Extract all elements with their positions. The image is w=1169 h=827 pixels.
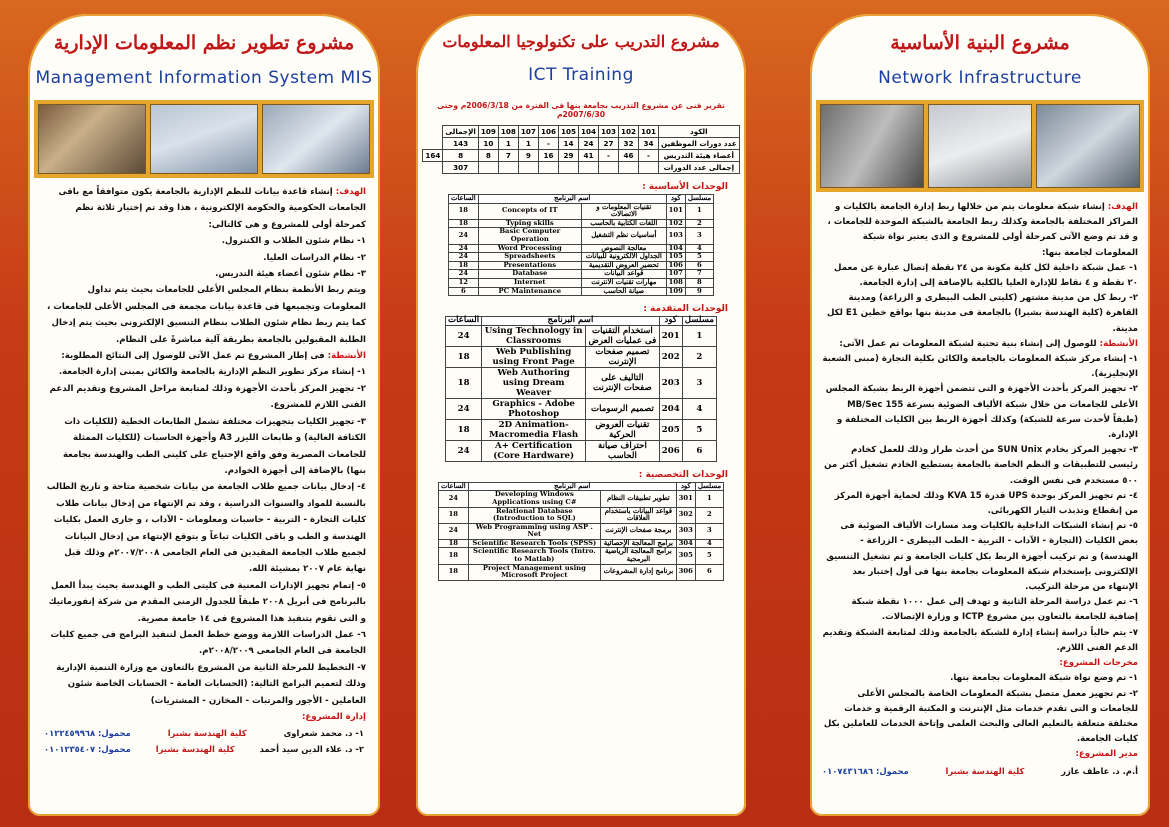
network-activity-2: ٢- تجهيز المركز بأحدث الأجهزة و التى تتضمن أجهزة الربط بشبكة المجلس الأعلى للجامعات من خلال شبكة الألياف الضوئية بسرعة 155 MB/Sec (طبقاً لأحدث سرعة للشبكة) وكذلك أجهزة الربط بين الكليات المختلفة و الإدارة. [825, 384, 1138, 441]
course-serial: 2 [682, 346, 716, 367]
network-panel [810, 14, 1150, 816]
course-row [449, 219, 714, 228]
course-name-ar: برنامج إدارة المشروعات [601, 564, 677, 580]
network-title-en: Network Infrastructure [878, 68, 1082, 88]
course-code: 205 [659, 419, 682, 440]
course-name-ar: تحضير العروض التقديمية [581, 261, 666, 270]
course-code: 104 [666, 244, 685, 253]
stats-cell [619, 162, 639, 174]
course-row [446, 346, 717, 367]
mis-activities-intro: فى إطار المشروع تم عمل الآتى للوصول إلى النتائج المطلوبة: [61, 351, 325, 362]
special-units-heading: الوحدات التخصصية : [638, 469, 728, 480]
basic-units-heading: الوحدات الأساسية : [642, 182, 728, 192]
course-serial: 1 [685, 203, 713, 219]
course-hours: 18 [439, 539, 469, 548]
course-hours: 24 [439, 491, 469, 507]
contact-phone: محمول: ٠١٠٧٤٣١٦٨٦ [822, 765, 909, 776]
course-serial: 4 [682, 398, 716, 419]
mis-activity-2: ٢- تجهيز المركز بأحدث الأجهزة وذلك لمتابعة مراحل المشروع وتقديم الدعم الفنى اللازم للمشروع. [49, 383, 366, 411]
course-name-en: Database [478, 270, 581, 279]
course-name-en: Presentations [478, 261, 581, 270]
photo-network-equipment [928, 104, 1032, 188]
mis-activity-6: ٦- عمل الدراسات اللازمة ووضع خطط العمل لتنفيذ البرامج فى جميع كليات الجامعة فى العام الجامعى ٢٠٠٨/٢٠٠٩م. [50, 629, 366, 657]
mis-goal-label: الهدف: [335, 187, 366, 197]
stats-cell: 29 [558, 150, 578, 162]
course-code: 105 [666, 253, 685, 262]
stats-header-cell: 108 [498, 126, 518, 138]
course-serial: 6 [682, 440, 716, 461]
course-code: 204 [659, 398, 682, 419]
course-name-ar: احتراف صيانة الحاسب [586, 440, 660, 461]
network-output-1: ١- تم وضع نواة شبكة المعلومات بجامعة بنها. [950, 673, 1138, 684]
course-name-en: Typing skills [478, 219, 581, 228]
stats-header-cell: الكود [659, 126, 740, 138]
mis-contact-1 [28, 725, 380, 741]
network-body [810, 192, 1150, 763]
ict-report-caption: تقرير فنى عن مشروع التدريب بجامعة بنها فى الفترة من 2006/3/18م وحتى 2007/6/30م [437, 101, 725, 119]
stats-cell: 14 [558, 138, 578, 150]
course-row [449, 253, 714, 262]
contact-name: ١- د. محمد شعراوى [283, 728, 364, 739]
course-name-en: Scientific Research Tools (SPSS) [468, 539, 600, 548]
course-hours: 18 [439, 507, 469, 523]
course-row [449, 278, 714, 287]
course-name-ar: تقنيات العروض الحركية [586, 419, 660, 440]
stats-cell: 8 [443, 150, 478, 162]
course-name-en: Web Publishing using Front Page [482, 346, 586, 367]
stats-row [423, 138, 739, 150]
course-hours: 18 [449, 261, 479, 270]
stats-cell: 1 [518, 138, 538, 150]
stats-header-cell: 104 [578, 126, 598, 138]
stats-cell [498, 162, 518, 174]
course-header-row [449, 195, 714, 204]
basic-units-table [448, 194, 714, 296]
mis-activity-4: ٤- إدخال بيانات جميع طلاب الجامعة من بيانات شخصية متاحة و تاريخ الطالب بالنسبة للمواد والسنوات الدراسية ، وقد تم الإنتهاء من إدخال بيانات طلاب كليات التجارة - التربية - حاسبات ومعلومات - الآداب ، و جارى العمل بكليات الهندسة و الطب و باقى الكليات تباعاً و يتوقع الإنتهاء من إدخال البيانات لجميع طلاب الجامعة المقيدين فى العام الجامعى ٢٠٠٧/٢٠٠٨م وذلك قبل نهاية عام ٢٠٠٧ بمشيئة الله. [46, 482, 366, 575]
course-name-ar: برامج المعالجة الرياضية البرمجية [601, 548, 677, 564]
course-name-en: Relational Database (Introduction to SQL) [468, 507, 600, 523]
network-activity-6: ٦- تم عمل دراسة المرحلة الثانية و تهدف إلى عمل ١٠٠٠ نقطة شبكة إضافية للجامعة بالتعاون بين مشروع ICTP و وزارة الإتصالات. [851, 597, 1138, 623]
contact-phone: محمول: ٠١٢٢٤٥٩٩٦٨ [44, 728, 131, 739]
photo-computer-room [150, 104, 258, 174]
mis-activity-3: ٣- تجهيز الكليات بتجهيزات مختلفة تشمل الطابعات الخطية (للكليات ذات الكثافة العالية) و طابعات الليزر A3 وأجهزة الحاسبات (للكليات الممثلة للجامعات المصرية وفق واقع الإحتياج على كليتى الطب والهندسة بجامعة بنها) بالإضافة إلى أجهزة الخوادم. [62, 416, 366, 476]
course-serial: 5 [695, 548, 723, 564]
course-hours: 24 [449, 253, 479, 262]
course-hours: 24 [446, 325, 482, 346]
stats-cell: - [639, 150, 659, 162]
course-name-ar: صيانة الحاسب [581, 287, 666, 296]
mis-system-1: ١- نظام شئون الطلاب و الكنترول. [221, 236, 366, 247]
stats-header-cell: 103 [598, 126, 618, 138]
stats-header-cell: 101 [639, 126, 659, 138]
network-goal-label: الهدف: [1107, 202, 1138, 212]
photo-workstation [262, 104, 370, 174]
mis-activity-1: ١- إنشاء مركز تطوير النظم الإدارية بالجامعة والكائن بمبنى إدارة الجامعة. [58, 367, 366, 378]
course-serial: 3 [685, 228, 713, 244]
course-code: 306 [676, 564, 695, 580]
stats-header-row [423, 126, 739, 138]
course-code: 108 [666, 278, 685, 287]
course-name-ar: أساسيات نظم التشغيل [581, 228, 666, 244]
course-code: 203 [659, 367, 682, 398]
stats-header-cell: 105 [558, 126, 578, 138]
stats-cell: 34 [639, 138, 659, 150]
stats-cell [639, 162, 659, 174]
course-hours: 24 [449, 244, 479, 253]
course-header-cell: مسلسل [685, 195, 713, 204]
course-name-ar: تطوير تطبيقات النظام [601, 491, 677, 507]
course-name-en: Internet [478, 278, 581, 287]
course-serial: 9 [685, 287, 713, 296]
course-name-ar: برمجة صفحات الإنترنت [601, 523, 677, 539]
course-name-ar: التاليف على صفحات الإنترنت [586, 367, 660, 398]
stats-cell [478, 162, 498, 174]
course-name-en: Using Technology in Classrooms [482, 325, 586, 346]
course-hours: 12 [449, 278, 479, 287]
course-header-cell: كود [666, 195, 685, 204]
stats-cell [598, 162, 618, 174]
special-units-table [438, 482, 724, 581]
course-header-cell: الساعات [449, 195, 479, 204]
stats-header-cell: 102 [619, 126, 639, 138]
course-hours: 24 [439, 523, 469, 539]
course-code: 109 [666, 287, 685, 296]
course-code: 107 [666, 270, 685, 279]
course-name-ar: تقنيات المعلومات و الاتصالات [581, 203, 666, 219]
course-name-ar: اللغات الكتابية بالحاسب [581, 219, 666, 228]
stats-row-label: إجمالى عدد الدورات [659, 162, 740, 174]
course-row [446, 367, 717, 398]
course-hours: 24 [449, 270, 479, 279]
course-row [439, 548, 724, 564]
course-code: 302 [676, 507, 695, 523]
ict-title-ar: مشروع التدريب على تكنولوجيا المعلومات [442, 32, 720, 51]
course-code: 206 [659, 440, 682, 461]
course-hours: 24 [446, 398, 482, 419]
stats-cell: 16 [538, 150, 558, 162]
course-code: 201 [659, 325, 682, 346]
course-serial: 5 [682, 419, 716, 440]
network-output-2: ٢- تم تجهيز معمل متصل بشبكة المعلومات الخاصة بالمجلس الأعلى للجامعات و التى تقدم خدمات مثل الإنترنت و المكتبة الرقمية و خدمات مختلفة متعلقة بالتعليم العالى والبحث العلمى وإتاحة الخدمات للعاملين بكل كليات الجامعة. [823, 688, 1138, 745]
network-photos [816, 100, 1144, 192]
stats-row [423, 162, 739, 174]
course-name-en: Basic Computer Operation [478, 228, 581, 244]
mis-title-ar: مشروع تطوير نظم المعلومات الإدارية [53, 32, 355, 54]
stats-header-cell: الإجمالى [443, 126, 478, 138]
course-header-cell: مسلسل [695, 482, 723, 491]
course-header-cell: اسم البرنامج [478, 195, 666, 204]
course-header-cell: اسم البرنامج [482, 317, 660, 326]
course-row [439, 507, 724, 523]
course-name-en: Graphics - Adobe Photoshop [482, 398, 586, 419]
course-serial: 5 [685, 253, 713, 262]
course-row [439, 491, 724, 507]
network-manager-label: مدير المشروع: [1075, 749, 1138, 760]
course-name-ar: تصميم الرسومات [586, 398, 660, 419]
course-code: 101 [666, 203, 685, 219]
network-outputs-label: مخرجات المشروع: [1059, 658, 1138, 669]
course-hours: 18 [446, 367, 482, 398]
course-code: 304 [676, 539, 695, 548]
stats-cell: 46 [619, 150, 639, 162]
stats-cell: 10 [478, 138, 498, 150]
course-header-cell: كود [676, 482, 695, 491]
mis-body [28, 178, 380, 725]
contact-name: أ.م. د. عاطف عازر [1061, 765, 1138, 776]
stats-cell: 27 [598, 138, 618, 150]
course-serial: 6 [695, 564, 723, 580]
course-hours: 18 [449, 203, 479, 219]
course-code: 103 [666, 228, 685, 244]
stats-header-cell: 107 [518, 126, 538, 138]
mis-system-3: ٣- نظام شئون أعضاء هيئة التدريس. [215, 269, 366, 280]
course-name-en: Spreadsheets [478, 253, 581, 262]
course-row [449, 228, 714, 244]
network-activities-label: الأنشطة: [1099, 338, 1138, 349]
course-hours: 18 [449, 219, 479, 228]
course-name-en: Scientific Research Tools (Intro. to Matlab) [468, 548, 600, 564]
network-goal-1: ١- عمل شبكة داخلية لكل كلية مكونة من ٢٤ نقطة إتصال عبارة عن معمل ٢٠ نقطة و ٤ نقاط للإدارة العليا بالكلية بالإضافة إلى إدارة الجامعة. [834, 262, 1138, 289]
course-row [439, 564, 724, 580]
network-activity-1: ١- إنشاء مركز شبكة المعلومات بالجامعة والكائن بكلية التجارة (مبنى الشعبة الإنجليزية). [822, 354, 1138, 380]
contact-faculty: كلية الهندسة بشبرا [155, 744, 235, 755]
advanced-units-heading: الوحدات المتقدمة : [643, 304, 728, 315]
course-serial: 4 [695, 539, 723, 548]
network-goal-text: إنشاء شبكة معلومات يتم من خلالها ربط إدارة الجامعة بالكليات و المراكز المختلفة بالجامعة وكذلك ربط الجامعة بالشبكة الموحدة للجامعات ، و قد تم وضع الآتى كمرحلة أولى للمشروع و الذى يعتبر نواة شبكة المعلومات لجامعة بنها: [827, 202, 1138, 258]
course-header-row [439, 482, 724, 491]
contact-phone: محمول: ٠١٠١٢٣٥٤٠٧ [44, 744, 131, 755]
network-activity-7: ٧- يتم حالياً دراسة إنشاء إدارة للشبكة بالجامعة وذلك لمتابعة الشبكة وتقديم الدعم الفنى اللازم. [822, 627, 1138, 653]
stats-cell: 307 [443, 162, 478, 174]
stats-cell: 32 [619, 138, 639, 150]
course-serial: 2 [695, 507, 723, 523]
course-name-en: A+ Certification (Core Hardware) [482, 440, 586, 461]
course-row [449, 203, 714, 219]
course-name-ar: معالجة النصوص [581, 244, 666, 253]
course-code: 305 [676, 548, 695, 564]
course-header-cell: كود [659, 317, 682, 326]
mis-title-en: Management Information System MIS [35, 68, 373, 88]
stats-header-cell: 109 [478, 126, 498, 138]
stats-cell: 9 [518, 150, 538, 162]
network-activity-4: ٤- تم تجهيز المركز بوحدة UPS قدرة 15 KVA وذلك لحماية أجهزة المركز من إنقطاع وتذبذب التيار الكهربائى. [834, 490, 1138, 517]
course-row [446, 419, 717, 440]
course-serial: 2 [685, 219, 713, 228]
course-row [446, 325, 717, 346]
course-name-en: 2D Animation- Macromedia Flash [482, 419, 586, 440]
ict-stats-table [422, 125, 739, 174]
course-row [446, 398, 717, 419]
course-row [446, 440, 717, 461]
course-name-en: PC Maintenance [478, 287, 581, 296]
stats-cell: 41 [578, 150, 598, 162]
stats-cell: 24 [578, 138, 598, 150]
mis-management-label: إدارة المشروع: [302, 712, 366, 722]
course-name-en: Developing Windows Applications using C# [468, 491, 600, 507]
stats-cell: 7 [498, 150, 518, 162]
mis-goal-text: إنشاء قاعدة بيانات للنظم الإدارية بالجامعة يكون متوافقاً مع باقى الجامعات الحكومية والحكومة الإلكترونية ، هذا وقد تم إختيار ثلاثة نظم كمرحلة أولى للمشروع و هى كالتالى: [58, 187, 366, 230]
network-activities-intro: للوصول إلى إنشاء بنية تحتية لشبكة المعلومات تم عمل الآتى: [839, 338, 1097, 349]
course-name-en: Web Authoring using Dream Weaver [482, 367, 586, 398]
course-header-cell: اسم البرنامج [468, 482, 676, 491]
mis-link-text: ويتم ربط الأنظمة بنظام المجلس الأعلى للجامعات بحيث يتم تداول المعلومات وتجميعها فى قاعدة بيانات مجمعة فى المجلس الأعلى للجامعات ، كما يتم ربط نظام شئون الطلاب بنظام التنسيق الإلكترونى بحيث يتم إدخال الطلبة المقبولين بالجامعة بطريقة آلية مباشرةً على النظام. [46, 285, 366, 345]
course-code: 102 [666, 219, 685, 228]
network-activity-5: ٥- تم إنشاء الشبكات الداخلية بالكليات ومد مسارات الألياف الضوئية فى بعض الكليات (التجارة - الآداب - التربية - الطب البيطرى - الزراعة - الهندسة) و تم تركيب أجهزة الربط بكل كليات الجامعة و تم تشغيل التنسيق الإلكترونى بإستخدام شبكة المعلومات بجامعة بنها فى أول إختبار بعد الإنتهاء من مرحلة التركيب. [826, 521, 1138, 593]
course-hours: 24 [449, 228, 479, 244]
photo-training-lab [38, 104, 146, 174]
course-code: 202 [659, 346, 682, 367]
stats-cell: 143 [443, 138, 478, 150]
network-manager-contact [810, 763, 1150, 779]
contact-faculty: كلية الهندسة بشبرا [167, 728, 247, 739]
contact-faculty: كلية الهندسة بشبرا [945, 765, 1025, 776]
course-hours: 24 [446, 440, 482, 461]
stats-cell: - [598, 150, 618, 162]
course-header-cell: الساعات [439, 482, 469, 491]
mis-panel [28, 14, 380, 816]
stats-row-label: عدد دورات الموظفين [659, 138, 740, 150]
photo-server-rack [820, 104, 924, 188]
stats-cell [538, 162, 558, 174]
mis-contact-2 [28, 741, 380, 757]
ict-panel [416, 14, 746, 816]
course-serial: 3 [682, 367, 716, 398]
course-code: 303 [676, 523, 695, 539]
course-serial: 1 [682, 325, 716, 346]
course-row [439, 523, 724, 539]
mis-activities-label: الأنشطة: [327, 351, 366, 362]
course-serial: 7 [685, 270, 713, 279]
course-name-ar: مهارات تقنيات الانترنت [581, 278, 666, 287]
mis-photos [34, 100, 374, 178]
course-name-ar: الجداول الالكترونية للبيانات [581, 253, 666, 262]
stats-row-label: أعضاء هيئة التدريس [659, 150, 740, 162]
course-hours: 18 [439, 548, 469, 564]
course-serial: 3 [695, 523, 723, 539]
network-activity-3: ٣- تجهيز المركز بخادم SUN Unix من أحدث طراز وذلك للعمل كخادم رئيسى للتطبيقات و النظم الخاصة بالجامعة يستطيع الخادم تشغيل أكثر من ٥٠٠ مستخدم فى نفس الوقت. [824, 445, 1138, 486]
course-hours: 6 [449, 287, 479, 296]
course-serial: 6 [685, 261, 713, 270]
course-name-ar: قواعد البيانات [581, 270, 666, 279]
mis-system-2: ٢- نظام الدراسات العليا. [263, 252, 366, 263]
stats-cell: - [538, 138, 558, 150]
course-serial: 8 [685, 278, 713, 287]
course-row [449, 287, 714, 296]
stats-cell: 164 [423, 150, 443, 162]
course-name-en: Concepts of IT [478, 203, 581, 219]
course-serial: 4 [685, 244, 713, 253]
contact-name: ٢- د. علاء الدين سيد أحمد [259, 744, 364, 755]
stats-row [423, 150, 739, 162]
network-goal-2: ٢- ربط كل من مدينة مشتهر (كليتى الطب البيطرى و الزراعة) ومدينة القاهرة (كلية الهندسة بشبرا) بالجامعة فى مدينة بنها بواقع خطين E1 لكل مدينة. [827, 293, 1138, 334]
course-hours: 18 [439, 564, 469, 580]
course-code: 106 [666, 261, 685, 270]
ict-title-en: ICT Training [528, 65, 634, 85]
course-serial: 1 [695, 491, 723, 507]
mis-activity-5: ٥- إتمام تجهيز الإدارات المعنية فى كليتى الطب و الهندسة بحيث يبدأ العمل بالبرنامج فى أبريل ٢٠٠٨ طبقاً للجدول الزمنى المقدم من شركة إنفورماتيك و التى تقوم بتنفيذ هذا المشروع فى ١٤ جامعة مصرية. [48, 580, 366, 624]
course-name-en: Project Management using Microsoft Project [468, 564, 600, 580]
stats-header-cell: 106 [538, 126, 558, 138]
course-header-row [446, 317, 717, 326]
advanced-units-table [445, 316, 717, 462]
network-title-ar: مشروع البنية الأساسية [890, 32, 1070, 54]
stats-cell: 8 [478, 150, 498, 162]
course-name-en: Web Programming using ASP . Net [468, 523, 600, 539]
course-header-cell: الساعات [446, 317, 482, 326]
course-code: 301 [676, 491, 695, 507]
course-name-ar: قواعد البيانات باستخدام العلاقات [601, 507, 677, 523]
mis-activity-7: ٧- التخطيط للمرحلة الثانية من المشروع بالتعاون مع وزارة التنمية الإدارية وذلك لتعميم البرامج التالية: (الحسابات العامة - الحسابات الخاصة شئون العاملين - الأجور والمرتبات - المخازن - المشتريات) [56, 662, 366, 706]
stats-cell [518, 162, 538, 174]
course-name-en: Word Processing [478, 244, 581, 253]
stats-cell [578, 162, 598, 174]
course-hours: 18 [446, 419, 482, 440]
photo-cabinet [1036, 104, 1140, 188]
course-header-cell: مسلسل [682, 317, 716, 326]
course-name-ar: برامج المعالجة الإحصائية [601, 539, 677, 548]
stats-cell: 1 [498, 138, 518, 150]
course-name-ar: تصميم صفحات الإنترنت [586, 346, 660, 367]
stats-cell [558, 162, 578, 174]
course-hours: 18 [446, 346, 482, 367]
course-name-ar: استخدام التقنيات فى عمليات العرض [586, 325, 660, 346]
